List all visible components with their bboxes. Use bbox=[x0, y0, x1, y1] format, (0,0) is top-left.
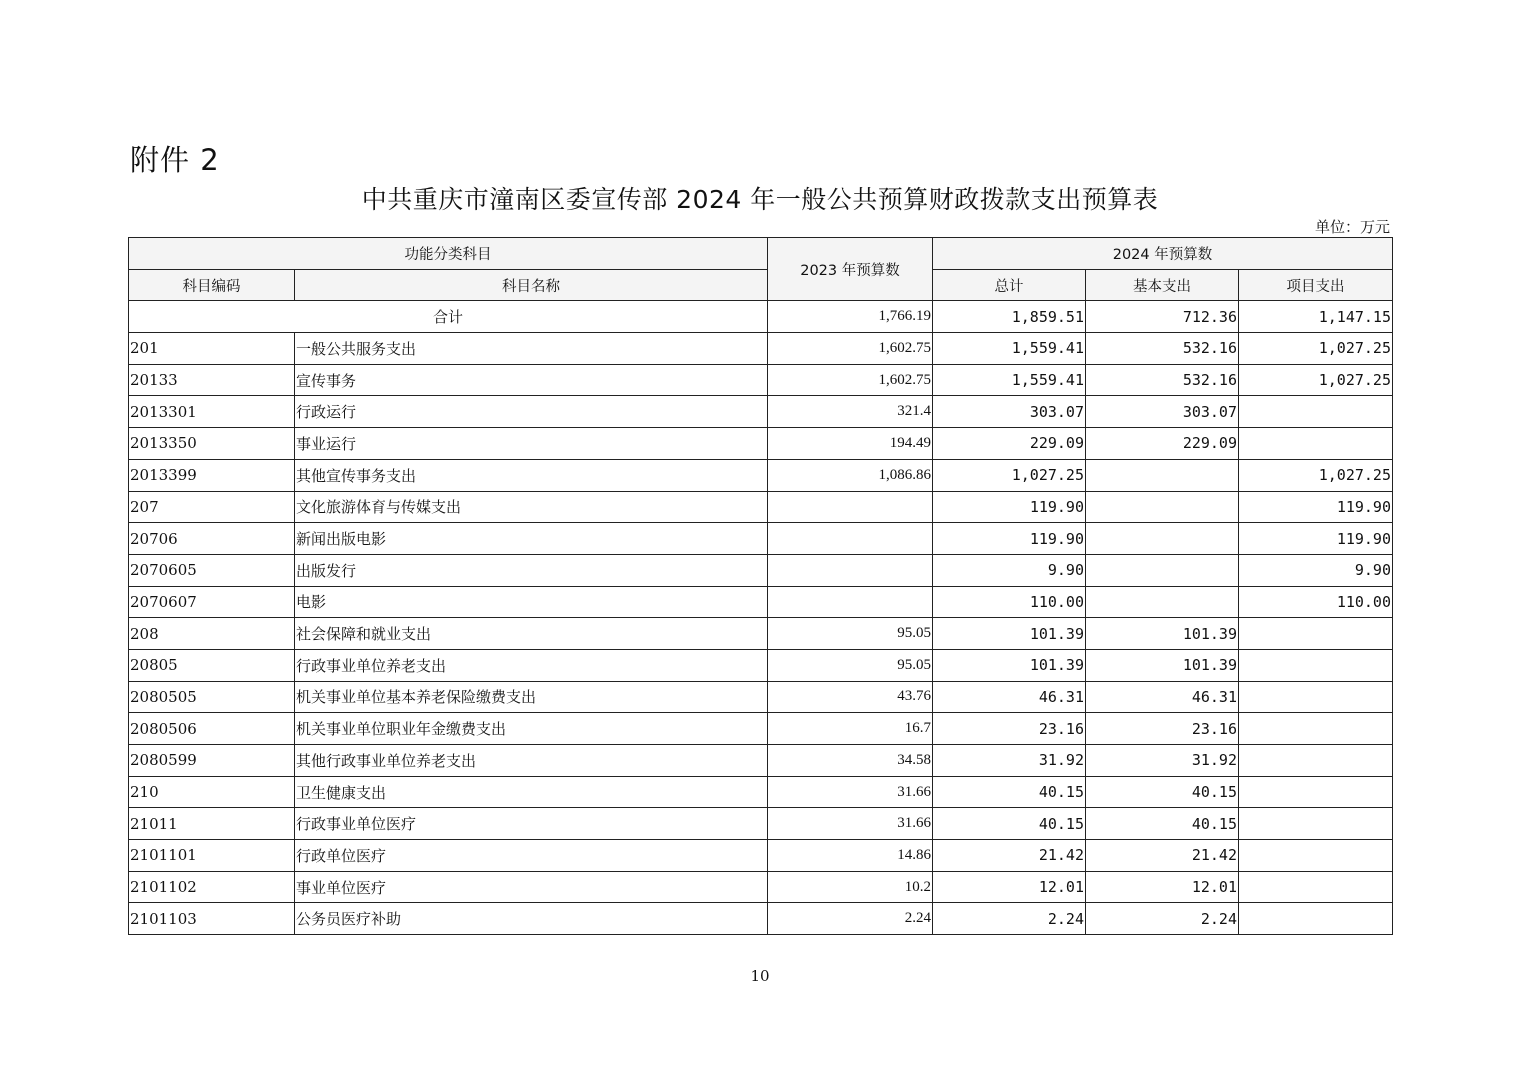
row-code: 20133 bbox=[129, 364, 295, 396]
row-b2023: 321.4 bbox=[768, 396, 933, 428]
row-name: 电影 bbox=[295, 586, 768, 618]
row-b2023: 1,602.75 bbox=[768, 364, 933, 396]
row-b2023 bbox=[768, 523, 933, 555]
row-basic bbox=[1086, 586, 1239, 618]
row-project: 1,027.25 bbox=[1239, 459, 1393, 491]
table-row bbox=[129, 554, 1393, 586]
row-b2023: 1,086.86 bbox=[768, 459, 933, 491]
row-name: 新闻出版电影 bbox=[295, 523, 768, 555]
table-row bbox=[129, 523, 1393, 555]
row-b2023: 34.58 bbox=[768, 745, 933, 777]
row-total: 1,027.25 bbox=[933, 459, 1086, 491]
row-code: 2070607 bbox=[129, 586, 295, 618]
row-project bbox=[1239, 681, 1393, 713]
header-project: 项目支出 bbox=[1239, 269, 1393, 301]
row-code: 2101101 bbox=[129, 840, 295, 872]
row-project bbox=[1239, 396, 1393, 428]
row-basic: 31.92 bbox=[1086, 745, 1239, 777]
header-functional-category: 功能分类科目 bbox=[129, 238, 768, 270]
row-basic: 101.39 bbox=[1086, 618, 1239, 650]
row-code: 2070605 bbox=[129, 554, 295, 586]
row-name: 社会保障和就业支出 bbox=[295, 618, 768, 650]
row-basic bbox=[1086, 554, 1239, 586]
row-basic bbox=[1086, 523, 1239, 555]
header-budget-2023: 2023 年预算数 bbox=[768, 238, 933, 301]
row-code: 210 bbox=[129, 776, 295, 808]
row-total: 40.15 bbox=[933, 776, 1086, 808]
row-total: 119.90 bbox=[933, 523, 1086, 555]
total-basic: 712.36 bbox=[1086, 301, 1239, 333]
row-b2023: 31.66 bbox=[768, 776, 933, 808]
row-project: 1,027.25 bbox=[1239, 364, 1393, 396]
row-basic: 40.15 bbox=[1086, 808, 1239, 840]
table-row bbox=[129, 713, 1393, 745]
row-name: 行政事业单位养老支出 bbox=[295, 649, 768, 681]
row-project: 9.90 bbox=[1239, 554, 1393, 586]
table-row bbox=[129, 649, 1393, 681]
row-name: 行政单位医疗 bbox=[295, 840, 768, 872]
row-project: 110.00 bbox=[1239, 586, 1393, 618]
row-basic: 46.31 bbox=[1086, 681, 1239, 713]
row-basic: 229.09 bbox=[1086, 428, 1239, 460]
row-basic: 532.16 bbox=[1086, 333, 1239, 365]
row-name: 机关事业单位职业年金缴费支出 bbox=[295, 713, 768, 745]
table-row bbox=[129, 681, 1393, 713]
row-project bbox=[1239, 840, 1393, 872]
header-row-1 bbox=[129, 238, 1393, 270]
row-code: 21011 bbox=[129, 808, 295, 840]
row-total: 12.01 bbox=[933, 871, 1086, 903]
table-row bbox=[129, 364, 1393, 396]
table-row bbox=[129, 840, 1393, 872]
row-b2023: 16.7 bbox=[768, 713, 933, 745]
row-basic bbox=[1086, 459, 1239, 491]
total-project: 1,147.15 bbox=[1239, 301, 1393, 333]
row-code: 2013301 bbox=[129, 396, 295, 428]
row-name: 公务员医疗补助 bbox=[295, 903, 768, 935]
table-row bbox=[129, 871, 1393, 903]
row-total: 46.31 bbox=[933, 681, 1086, 713]
row-name: 行政事业单位医疗 bbox=[295, 808, 768, 840]
row-total: 229.09 bbox=[933, 428, 1086, 460]
header-code: 科目编码 bbox=[129, 269, 295, 301]
table-row bbox=[129, 396, 1393, 428]
header-total: 总计 bbox=[933, 269, 1086, 301]
row-b2023: 1,602.75 bbox=[768, 333, 933, 365]
row-basic: 532.16 bbox=[1086, 364, 1239, 396]
row-total: 21.42 bbox=[933, 840, 1086, 872]
row-code: 201 bbox=[129, 333, 295, 365]
row-name: 其他宣传事务支出 bbox=[295, 459, 768, 491]
row-project bbox=[1239, 713, 1393, 745]
row-b2023: 43.76 bbox=[768, 681, 933, 713]
row-name: 出版发行 bbox=[295, 554, 768, 586]
row-total: 303.07 bbox=[933, 396, 1086, 428]
table-row bbox=[129, 776, 1393, 808]
page-title: 中共重庆市潼南区委宣传部 2024 年一般公共预算财政拨款支出预算表 bbox=[361, 185, 1159, 214]
row-name: 宣传事务 bbox=[295, 364, 768, 396]
row-code: 2013399 bbox=[129, 459, 295, 491]
total-b2023: 1,766.19 bbox=[768, 301, 933, 333]
total-label: 合计 bbox=[129, 301, 768, 333]
row-code: 2013350 bbox=[129, 428, 295, 460]
header-budget-2024: 2024 年预算数 bbox=[933, 238, 1393, 270]
row-code: 2080506 bbox=[129, 713, 295, 745]
row-code: 2101103 bbox=[129, 903, 295, 935]
row-project bbox=[1239, 776, 1393, 808]
row-project: 1,027.25 bbox=[1239, 333, 1393, 365]
row-name: 行政运行 bbox=[295, 396, 768, 428]
row-total: 23.16 bbox=[933, 713, 1086, 745]
row-name: 事业运行 bbox=[295, 428, 768, 460]
total-row bbox=[129, 301, 1393, 333]
row-project: 119.90 bbox=[1239, 491, 1393, 523]
row-basic: 21.42 bbox=[1086, 840, 1239, 872]
row-b2023: 95.05 bbox=[768, 618, 933, 650]
row-code: 20706 bbox=[129, 523, 295, 555]
header-basic: 基本支出 bbox=[1086, 269, 1239, 301]
row-project: 119.90 bbox=[1239, 523, 1393, 555]
row-total: 101.39 bbox=[933, 649, 1086, 681]
row-b2023 bbox=[768, 491, 933, 523]
row-project bbox=[1239, 903, 1393, 935]
row-project bbox=[1239, 871, 1393, 903]
row-project bbox=[1239, 649, 1393, 681]
row-name: 卫生健康支出 bbox=[295, 776, 768, 808]
row-code: 2080505 bbox=[129, 681, 295, 713]
total-total: 1,859.51 bbox=[933, 301, 1086, 333]
table-row bbox=[129, 618, 1393, 650]
row-project bbox=[1239, 745, 1393, 777]
row-b2023: 31.66 bbox=[768, 808, 933, 840]
row-b2023: 14.86 bbox=[768, 840, 933, 872]
row-total: 40.15 bbox=[933, 808, 1086, 840]
row-b2023 bbox=[768, 554, 933, 586]
row-name: 其他行政事业单位养老支出 bbox=[295, 745, 768, 777]
row-code: 207 bbox=[129, 491, 295, 523]
row-total: 2.24 bbox=[933, 903, 1086, 935]
table-row bbox=[129, 808, 1393, 840]
row-name: 文化旅游体育与传媒支出 bbox=[295, 491, 768, 523]
header-name: 科目名称 bbox=[295, 269, 768, 301]
table-row bbox=[129, 586, 1393, 618]
row-b2023: 2.24 bbox=[768, 903, 933, 935]
table-row bbox=[129, 428, 1393, 460]
table-row bbox=[129, 459, 1393, 491]
row-total: 119.90 bbox=[933, 491, 1086, 523]
row-project bbox=[1239, 808, 1393, 840]
table-row bbox=[129, 333, 1393, 365]
row-code: 20805 bbox=[129, 649, 295, 681]
attachment-label: 附件 2 bbox=[130, 143, 220, 177]
row-b2023: 194.49 bbox=[768, 428, 933, 460]
table-row bbox=[129, 745, 1393, 777]
row-basic: 40.15 bbox=[1086, 776, 1239, 808]
row-project bbox=[1239, 428, 1393, 460]
row-basic: 23.16 bbox=[1086, 713, 1239, 745]
row-name: 一般公共服务支出 bbox=[295, 333, 768, 365]
row-basic: 12.01 bbox=[1086, 871, 1239, 903]
row-b2023: 10.2 bbox=[768, 871, 933, 903]
row-b2023: 95.05 bbox=[768, 649, 933, 681]
row-name: 机关事业单位基本养老保险缴费支出 bbox=[295, 681, 768, 713]
row-name: 事业单位医疗 bbox=[295, 871, 768, 903]
row-b2023 bbox=[768, 586, 933, 618]
row-basic bbox=[1086, 491, 1239, 523]
header-row-2 bbox=[129, 269, 1393, 301]
row-basic: 303.07 bbox=[1086, 396, 1239, 428]
row-basic: 101.39 bbox=[1086, 649, 1239, 681]
table-row bbox=[129, 491, 1393, 523]
row-total: 31.92 bbox=[933, 745, 1086, 777]
row-total: 1,559.41 bbox=[933, 364, 1086, 396]
row-total: 101.39 bbox=[933, 618, 1086, 650]
row-total: 9.90 bbox=[933, 554, 1086, 586]
row-code: 208 bbox=[129, 618, 295, 650]
row-total: 1,559.41 bbox=[933, 333, 1086, 365]
row-code: 2101102 bbox=[129, 871, 295, 903]
page-number: 10 bbox=[750, 967, 770, 985]
table-row bbox=[129, 903, 1393, 935]
row-total: 110.00 bbox=[933, 586, 1086, 618]
budget-table bbox=[128, 237, 1393, 935]
row-project bbox=[1239, 618, 1393, 650]
unit-label: 单位：万元 bbox=[1314, 218, 1390, 236]
row-code: 2080599 bbox=[129, 745, 295, 777]
row-basic: 2.24 bbox=[1086, 903, 1239, 935]
